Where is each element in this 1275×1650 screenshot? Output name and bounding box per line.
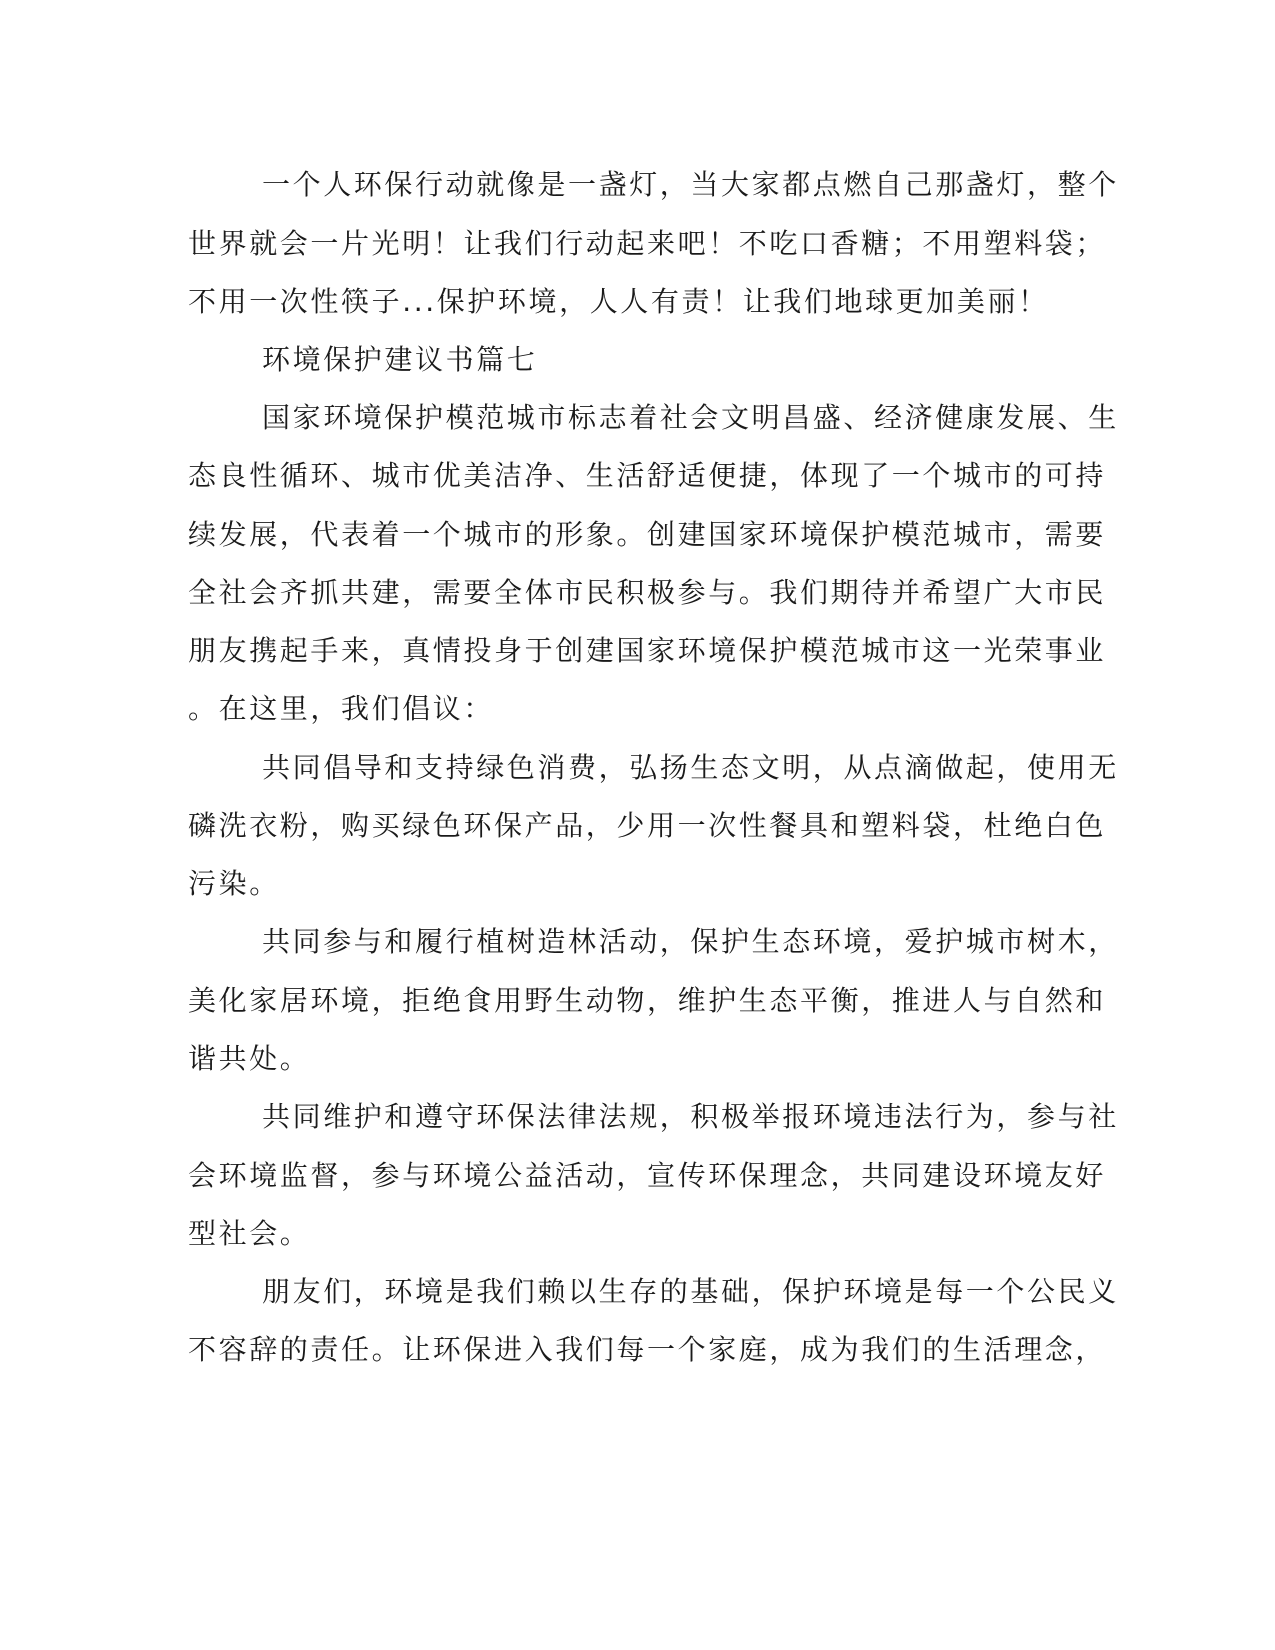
text-line: 。在这里，我们倡议： [188, 692, 495, 725]
text-line: 不用一次性筷子...保护环境，人人有责！让我们地球更加美丽！ [188, 285, 1049, 318]
text-line: 朋友携起手来，真情投身于创建国家环境保护模范城市这一光荣事业 [188, 634, 1107, 667]
text-line: 国家环境保护模范城市标志着社会文明昌盛、经济健康发展、生 [262, 401, 1119, 434]
text-line: 型社会。 [188, 1217, 311, 1250]
text-line: 态良性循环、城市优美洁净、生活舒适便捷，体现了一个城市的可持 [188, 459, 1107, 492]
text-line: 谐共处。 [188, 1042, 311, 1075]
text-line: 世界就会一片光明！让我们行动起来吧！不吃口香糖；不用塑料袋； [188, 227, 1107, 260]
text-line: 污染。 [188, 867, 280, 900]
text-line: 磷洗衣粉，购买绿色环保产品，少用一次性餐具和塑料袋，杜绝白色 [188, 809, 1107, 842]
text-line: 共同倡导和支持绿色消费，弘扬生态文明，从点滴做起，使用无 [262, 751, 1119, 784]
text-line: 会环境监督，参与环境公益活动，宣传环保理念，共同建设环境友好 [188, 1159, 1107, 1192]
text-line: 续发展，代表着一个城市的形象。创建国家环境保护模范城市，需要 [188, 518, 1107, 551]
text-line: 朋友们，环境是我们赖以生存的基础，保护环境是每一个公民义 [262, 1275, 1119, 1308]
text-line: 全社会齐抓共建，需要全体市民积极参与。我们期待并希望广大市民 [188, 576, 1107, 609]
text-line: 共同维护和遵守环保法律法规，积极举报环境违法行为，参与社 [262, 1100, 1119, 1133]
text-line: 美化家居环境，拒绝食用野生动物，维护生态平衡，推进人与自然和 [188, 984, 1107, 1017]
text-line: 共同参与和履行植树造林活动，保护生态环境，爱护城市树木， [262, 925, 1119, 958]
section-heading: 环境保护建议书篇七 [262, 343, 538, 376]
text-line: 不容辞的责任。让环保进入我们每一个家庭，成为我们的生活理念， [188, 1333, 1107, 1366]
text-line: 一个人环保行动就像是一盏灯，当大家都点燃自己那盏灯，整个 [262, 168, 1119, 201]
